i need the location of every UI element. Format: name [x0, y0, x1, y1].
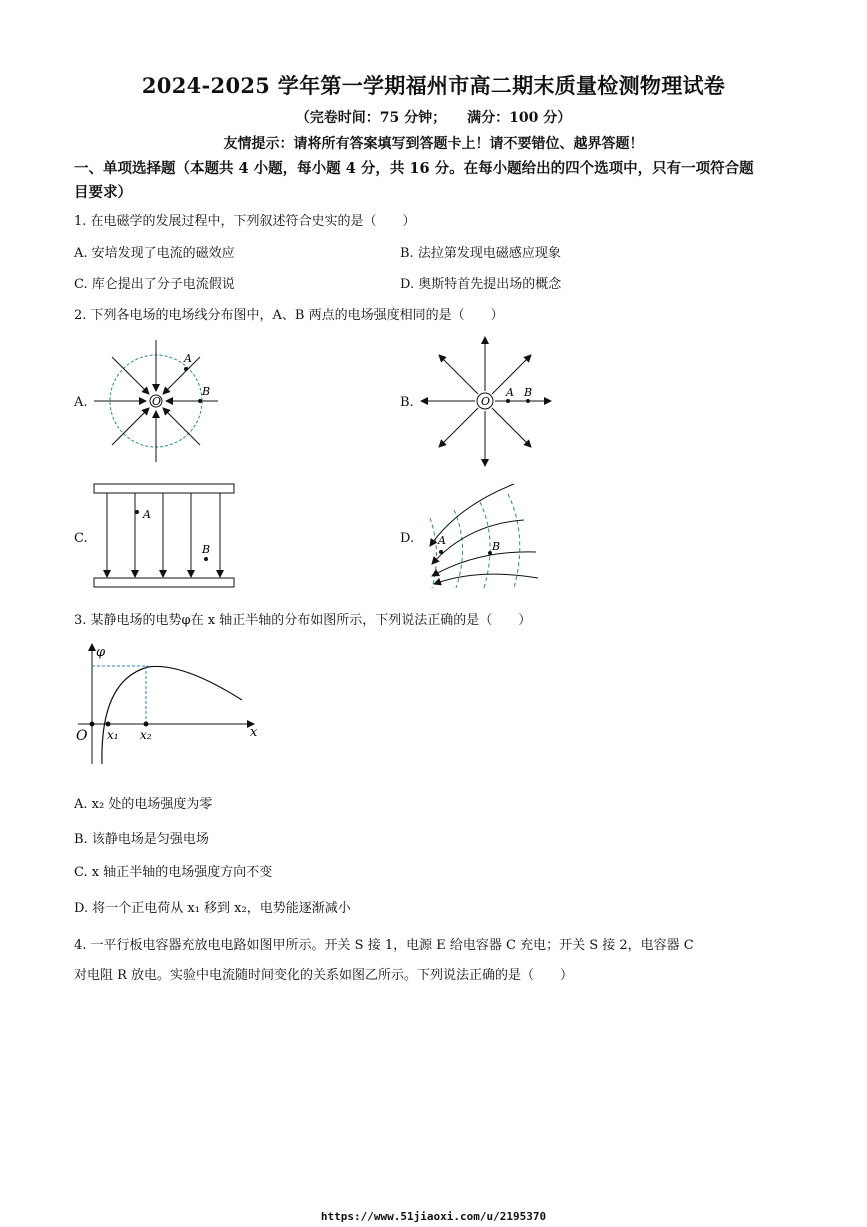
q2-label-d: D. [400, 531, 415, 546]
q2-figure-d [418, 480, 548, 592]
footer-url[interactable]: https://www.51jiaoxi.com/u/2195370 [320, 1210, 547, 1223]
q2-stem: 2. 下列各电场的电场线分布图中，A、B 两点的电场强度相同的是（ ） [74, 308, 504, 323]
q2-figure-c [90, 480, 240, 592]
q2-label-a: A. [74, 395, 88, 410]
q4-line-1: 4. 一平行板电容器充放电电路如图甲所示。开关 S 接 1，电源 E 给电容器 C 充电；开关 S 接 2，电容器 C [74, 938, 694, 953]
fig-c-label-b: B [202, 543, 211, 556]
fig-b-label-a: A [506, 386, 514, 399]
graph-label-phi: φ [96, 645, 106, 660]
q1-option-a: A. 安培发现了电流的磁效应 [74, 246, 235, 261]
fig-a-label-o: O [152, 395, 162, 408]
q4-line-2: 对电阻 R 放电。实验中电流随时间变化的关系如图乙所示。下列说法正确的是（ ） [74, 968, 574, 983]
q1-option-d: D. 奥斯特首先提出场的概念 [400, 277, 562, 292]
q3-option-a: A. x₂ 处的电场强度为零 [74, 797, 213, 812]
q3-potential-graph [70, 640, 270, 770]
exam-tip: 友情提示：请将所有答案填写到答题卡上！请不要错位、越界答题！ [223, 136, 644, 152]
q3-stem: 3. 某静电场的电势φ在 x 轴正半轴的分布如图所示，下列说法正确的是（ ） [74, 613, 532, 628]
fig-c-label-a: A [143, 508, 151, 521]
fig-b-label-o: O [481, 395, 491, 408]
graph-label-x: x [250, 725, 258, 740]
fig-d-label-b: B [492, 540, 501, 553]
graph-label-x2: x₂ [140, 728, 152, 742]
q3-option-b: B. 该静电场是匀强电场 [74, 832, 209, 847]
q3-option-d: D. 将一个正电荷从 x₁ 移到 x₂，电势能逐渐减小 [74, 901, 351, 916]
graph-label-origin: O [76, 728, 88, 744]
fig-b-label-b: B [524, 386, 533, 399]
q2-label-c: C. [74, 531, 88, 546]
section-heading: 一、单项选择题（本题共 4 小题，每小题 4 分，共 16 分。在每小题给出的四个选项中，只有一项符合题目要求） [74, 160, 754, 201]
q1-option-c: C. 库仑提出了分子电流假说 [74, 277, 235, 292]
exam-title: 2024-2025 学年第一学期福州市高二期末质量检测物理试卷 [141, 73, 726, 98]
q2-figure-a [92, 338, 222, 466]
q3-option-c: C. x 轴正半轴的电场强度方向不变 [74, 865, 273, 880]
fig-d-label-a: A [438, 534, 446, 547]
q1-option-b: B. 法拉第发现电磁感应现象 [400, 246, 561, 261]
q2-figure-b [418, 334, 554, 470]
fig-a-label-b: B [202, 385, 211, 398]
graph-label-x1: x₁ [107, 728, 119, 742]
q1-stem: 1. 在电磁学的发展过程中，下列叙述符合史实的是（ ） [74, 214, 416, 229]
q2-label-b: B. [400, 395, 414, 410]
exam-subtitle: （完卷时间：75 分钟； 满分：100 分） [295, 110, 572, 126]
fig-a-label-a: A [184, 352, 192, 365]
